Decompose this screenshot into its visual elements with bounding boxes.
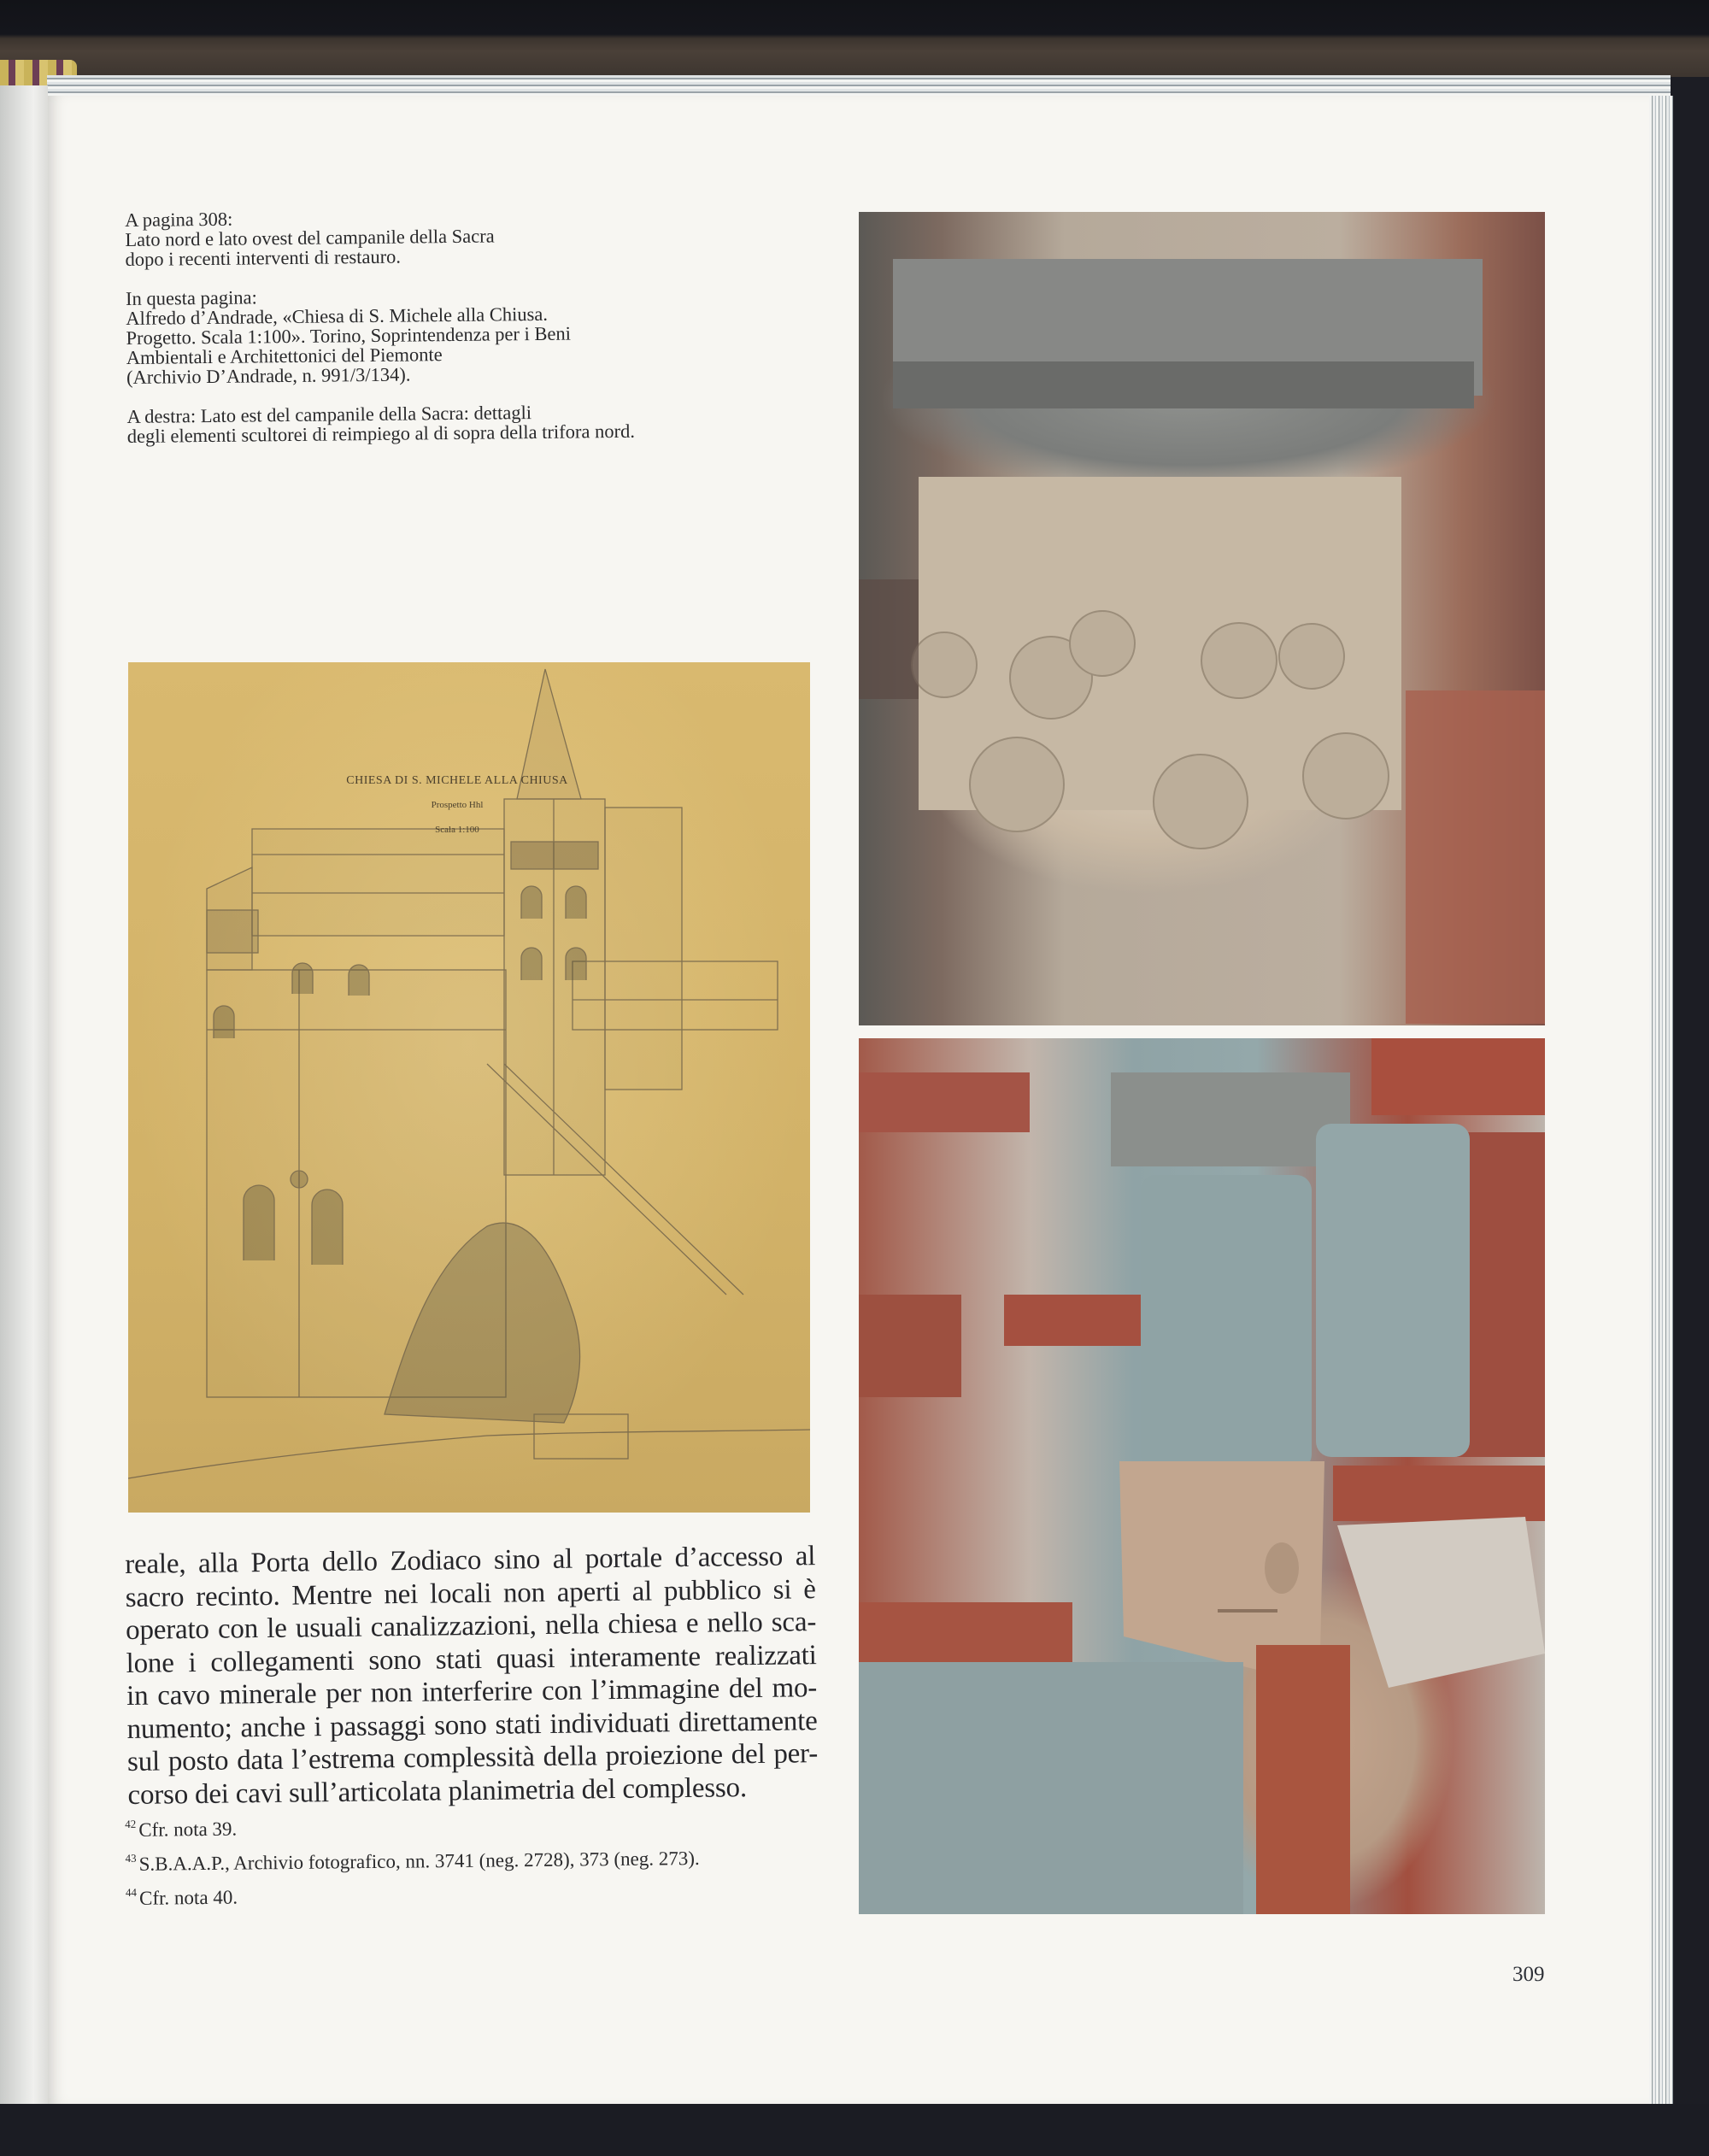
caption-line: A destra: Lato est del campanile della Sacra: dettagli (126, 402, 532, 427)
body-line: sul posto data l’estrema complessità della proiezione del per- (126, 1738, 819, 1777)
caption-this-page (126, 282, 776, 387)
drawing-subtitle: Prospetto Hhl (431, 800, 484, 810)
footnote-text: S.B.A.A.P., Archivio fotografico, nn. 3741 (neg. 2728), 373 (neg. 273). (138, 1847, 700, 1875)
drawing-inscription (329, 773, 585, 837)
architectural-drawing-figure (128, 662, 810, 1513)
book-cover-top (0, 0, 1709, 77)
drawing-scale: Scala 1:100 (435, 825, 479, 835)
capital-photo-illustration (859, 212, 1545, 1025)
body-paragraph (125, 1540, 819, 1812)
photo-columns-head (859, 1038, 1545, 1914)
footnote-number: 42 (125, 1817, 137, 1830)
facing-page-edge (0, 85, 48, 2111)
caption-line: Progetto. Scala 1:100». Torino, Soprintendenza per i Beni (126, 322, 572, 349)
drawing-title: CHIESA DI S. MICHELE ALLA CHIUSA (346, 774, 568, 787)
page-number: 309 (1512, 1963, 1545, 1986)
caption-line: Alfredo d’Andrade, «Chiesa di S. Michele alla Chiusa. (126, 303, 549, 329)
body-line: corso dei cavi sull’articolata planimetria del complesso. (127, 1771, 748, 1811)
body-line: numento; anche i passaggi sono stati individuati direttamente (126, 1705, 818, 1745)
caption-line: Lato nord e lato ovest del campanile della Sacra (125, 225, 495, 250)
caption-heading: A pagina 308: (124, 208, 233, 231)
caption-line: degli elementi scultorei di reimpiego al di sopra della trifora nord. (126, 420, 636, 447)
footnote-text: Cfr. nota 39. (138, 1818, 238, 1841)
caption-line: (Archivio D’Andrade, n. 991/3/134). (126, 363, 411, 388)
background-shadow (0, 2104, 1709, 2156)
body-line: operato con le usuali canalizzazioni, nella chiesa e nello sca- (125, 1607, 817, 1646)
body-line: lone i collegamenti sono stati quasi interamente realizzati (126, 1639, 817, 1679)
page-fore-edge (1649, 96, 1673, 2104)
body-line: in cavo minerale per non interferire con l’immagine del mo- (126, 1672, 818, 1712)
body-line: reale, alla Porta dello Zodiaco sino al portale d’accesso al (125, 1541, 816, 1580)
caption-heading: In questa pagina: (125, 286, 257, 309)
figure-caption (125, 203, 777, 466)
caption-previous-page (125, 203, 775, 269)
footnotes (125, 1802, 826, 1912)
footnote-text: Cfr. nota 40. (138, 1886, 238, 1909)
caption-line: dopo i recenti interventi di restauro. (125, 245, 402, 270)
caption-line: Ambientali e Architettonici del Piemonte (126, 344, 443, 368)
footnote-number: 43 (125, 1851, 137, 1865)
columns-photo-illustration (859, 1038, 1545, 1914)
footnote-number: 44 (125, 1885, 138, 1899)
body-line: sacro recinto. Mentre nei locali non aperti al pubblico si è (125, 1573, 816, 1613)
caption-right (126, 400, 776, 446)
photo-sculpted-capital (859, 212, 1545, 1025)
